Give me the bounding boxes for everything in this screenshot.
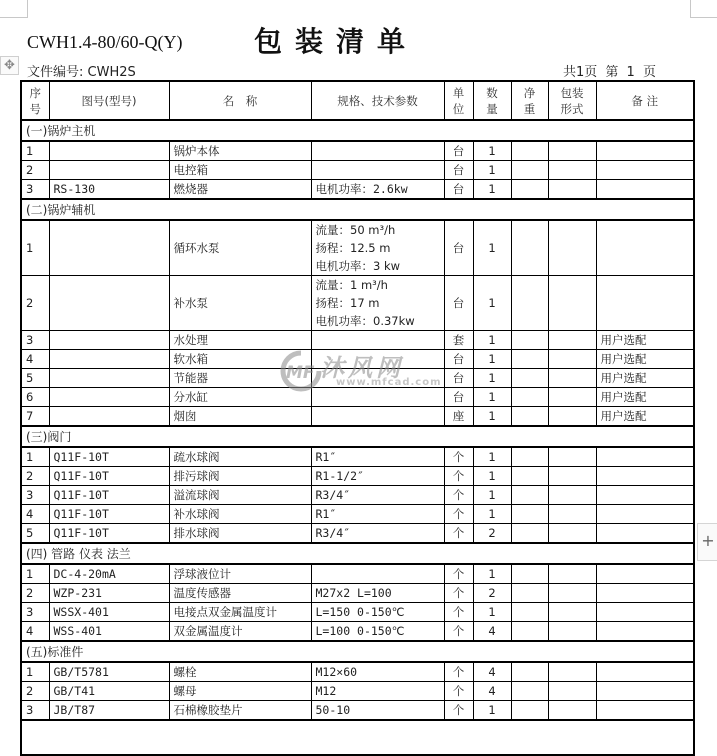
cell-unit[interactable]: 台: [444, 180, 473, 200]
cell-model[interactable]: Q11F-10T: [49, 505, 169, 524]
cell-unit[interactable]: 台: [444, 161, 473, 180]
cell-spec[interactable]: [311, 564, 444, 584]
cell-no[interactable]: 2: [21, 584, 49, 603]
cell-note[interactable]: [596, 180, 694, 200]
column-header-qty: 数 量: [473, 81, 511, 120]
cell-model[interactable]: Q11F-10T: [49, 447, 169, 467]
cell-spec[interactable]: L=100 0-150℃: [311, 622, 444, 642]
cell-weight[interactable]: [511, 564, 548, 584]
cell-unit[interactable]: 个: [444, 505, 473, 524]
table-row: [21, 276, 694, 331]
cell-qty[interactable]: 1: [473, 180, 511, 200]
section-title: (五)标准件: [21, 641, 694, 662]
cell-note[interactable]: [596, 505, 694, 524]
cell-note[interactable]: [596, 276, 694, 331]
cell-weight[interactable]: [511, 388, 548, 407]
cell-unit[interactable]: 个: [444, 467, 473, 486]
spec-line: 扬程：17 m: [315, 296, 380, 310]
cell-no[interactable]: 4: [21, 505, 49, 524]
cell-spec[interactable]: [311, 369, 444, 388]
cell-unit[interactable]: 个: [444, 603, 473, 622]
cell-pack[interactable]: [548, 407, 596, 427]
cell-no[interactable]: 5: [21, 369, 49, 388]
table-row: [21, 161, 694, 180]
cell-weight[interactable]: [511, 220, 548, 276]
cell-name[interactable]: 螺母: [169, 682, 311, 701]
empty-tail-row: [21, 720, 694, 755]
cell-name[interactable]: 燃烧器: [169, 180, 311, 200]
cell-no[interactable]: 3: [21, 603, 49, 622]
cell-no[interactable]: 2: [21, 161, 49, 180]
cell-spec[interactable]: 电机功率：2.6kw: [311, 180, 444, 200]
cell-qty[interactable]: 1: [473, 220, 511, 276]
cell-note[interactable]: [596, 584, 694, 603]
cell-model[interactable]: [49, 161, 169, 180]
cell-name[interactable]: 石棉橡胶垫片: [169, 701, 311, 721]
cell-model[interactable]: [49, 369, 169, 388]
column-header-unit: 单 位: [444, 81, 473, 120]
cell-model[interactable]: GB/T41: [49, 682, 169, 701]
cell-name[interactable]: 补水球阀: [169, 505, 311, 524]
cell-no[interactable]: 4: [21, 622, 49, 642]
cell-name[interactable]: 溢流球阀: [169, 486, 311, 505]
table-row: [21, 447, 694, 467]
cell-name[interactable]: 螺栓: [169, 662, 311, 682]
cell-spec[interactable]: [311, 220, 444, 276]
cell-note[interactable]: [596, 220, 694, 276]
cell-pack[interactable]: [548, 486, 596, 505]
cell-note[interactable]: [596, 524, 694, 544]
document-title: 包装清单: [254, 25, 419, 58]
section-title: (三)阀门: [21, 426, 694, 447]
cell-name[interactable]: 双金属温度计: [169, 622, 311, 642]
cell-pack[interactable]: [548, 564, 596, 584]
table-row: [21, 220, 694, 276]
cell-pack[interactable]: [548, 505, 596, 524]
cell-weight[interactable]: [511, 331, 548, 350]
cell-note[interactable]: [596, 682, 694, 701]
watermark-url: www.mfcad.com: [336, 377, 442, 388]
cell-spec[interactable]: [311, 388, 444, 407]
cell-pack[interactable]: [548, 524, 596, 544]
cell-unit[interactable]: 台: [444, 276, 473, 331]
cell-weight[interactable]: [511, 682, 548, 701]
cell-model[interactable]: GB/T5781: [49, 662, 169, 682]
section-row: [21, 641, 694, 662]
column-header-model: 图号(型号): [49, 81, 169, 120]
cell-unit[interactable]: 台: [444, 388, 473, 407]
cell-no[interactable]: 2: [21, 682, 49, 701]
cell-unit[interactable]: 个: [444, 701, 473, 721]
cell-weight[interactable]: [511, 161, 548, 180]
spec-line: 扬程：12.5 m: [315, 241, 391, 255]
cell-pack[interactable]: [548, 276, 596, 331]
cell-note[interactable]: [596, 701, 694, 721]
cell-pack[interactable]: [548, 584, 596, 603]
cell-weight[interactable]: [511, 369, 548, 388]
cell-pack[interactable]: [548, 141, 596, 161]
cell-no[interactable]: 1: [21, 447, 49, 467]
cell-qty[interactable]: 1: [473, 447, 511, 467]
cell-spec[interactable]: R3/4″: [311, 524, 444, 544]
cell-pack[interactable]: [548, 622, 596, 642]
cell-pack[interactable]: [548, 467, 596, 486]
table-row: [21, 467, 694, 486]
cell-note[interactable]: [596, 161, 694, 180]
cell-name[interactable]: 排污球阀: [169, 467, 311, 486]
cell-spec[interactable]: [311, 141, 444, 161]
column-header-pack: 包装 形式: [548, 81, 596, 120]
cell-qty[interactable]: 4: [473, 662, 511, 682]
table-row: [21, 369, 694, 388]
cell-weight[interactable]: [511, 447, 548, 467]
cell-name[interactable]: 电接点双金属温度计: [169, 603, 311, 622]
cell-unit[interactable]: 个: [444, 622, 473, 642]
cell-model[interactable]: WSSX-401: [49, 603, 169, 622]
table-body: [21, 120, 694, 755]
cell-no[interactable]: 3: [21, 701, 49, 721]
cell-spec[interactable]: L=150 0-150℃: [311, 603, 444, 622]
cell-qty[interactable]: 1: [473, 486, 511, 505]
cell-note[interactable]: 用户选配: [596, 388, 694, 407]
page-info: 共1页 第 1 页: [563, 65, 656, 80]
cell-weight[interactable]: [511, 467, 548, 486]
cell-unit[interactable]: 个: [444, 486, 473, 505]
table-row: [21, 331, 694, 350]
column-header-no: 序 号: [21, 81, 49, 120]
page-corner-mark: [0, 0, 28, 18]
cell-weight[interactable]: [511, 524, 548, 544]
cell-model[interactable]: WSS-401: [49, 622, 169, 642]
cell-weight[interactable]: [511, 701, 548, 721]
section-row: [21, 543, 694, 564]
cell-no[interactable]: 1: [21, 220, 49, 276]
cell-qty[interactable]: 2: [473, 584, 511, 603]
cell-spec[interactable]: R3/4″: [311, 486, 444, 505]
cell-no[interactable]: 1: [21, 564, 49, 584]
spec-line: 流量：50 m³/h: [315, 223, 396, 237]
cell-spec[interactable]: [311, 161, 444, 180]
table-row: [21, 141, 694, 161]
cell-pack[interactable]: [548, 388, 596, 407]
cell-pack[interactable]: [548, 682, 596, 701]
cell-note[interactable]: [596, 467, 694, 486]
cell-spec[interactable]: R1-1/2″: [311, 467, 444, 486]
cell-name[interactable]: 浮球液位计: [169, 564, 311, 584]
spec-line: 电机功率：0.37kw: [315, 314, 415, 328]
cell-note[interactable]: 用户选配: [596, 331, 694, 350]
cell-note[interactable]: 用户选配: [596, 350, 694, 369]
cell-qty[interactable]: 1: [473, 467, 511, 486]
cell-pack[interactable]: [548, 447, 596, 467]
spec-line: 流量：1 m³/h: [315, 278, 388, 292]
cell-weight[interactable]: [511, 622, 548, 642]
file-number: 文件编号: CWH2S: [27, 65, 136, 80]
cell-pack[interactable]: [548, 220, 596, 276]
cell-note[interactable]: [596, 662, 694, 682]
cell-unit[interactable]: 台: [444, 369, 473, 388]
cell-unit[interactable]: 台: [444, 220, 473, 276]
table-row: [21, 524, 694, 544]
cell-pack[interactable]: [548, 603, 596, 622]
cell-unit[interactable]: 个: [444, 564, 473, 584]
cell-model[interactable]: [49, 407, 169, 427]
cell-spec[interactable]: [311, 407, 444, 427]
cell-weight[interactable]: [511, 505, 548, 524]
cell-name[interactable]: 温度传感器: [169, 584, 311, 603]
watermark-text: 沐风网: [320, 354, 404, 382]
column-header-spec: 规格、技术参数: [311, 81, 444, 120]
cell-model[interactable]: Q11F-10T: [49, 467, 169, 486]
cell-name[interactable]: 锅炉本体: [169, 141, 311, 161]
cell-model[interactable]: JB/T87: [49, 701, 169, 721]
cell-pack[interactable]: [548, 662, 596, 682]
table-row: [21, 407, 694, 427]
cell-qty[interactable]: 1: [473, 350, 511, 369]
cell-weight[interactable]: [511, 350, 548, 369]
section-title: (一)锅炉主机: [21, 120, 694, 141]
cell-name[interactable]: 水处理: [169, 331, 311, 350]
cell-unit[interactable]: 个: [444, 447, 473, 467]
table-row: [21, 584, 694, 603]
cell-pack[interactable]: [548, 701, 596, 721]
cell-unit[interactable]: 套: [444, 331, 473, 350]
cell-spec[interactable]: [311, 331, 444, 350]
cell-name[interactable]: 分水缸: [169, 388, 311, 407]
table-row: [21, 180, 694, 200]
cell-qty[interactable]: 1: [473, 701, 511, 721]
cell-note[interactable]: [596, 486, 694, 505]
column-header-note: 备 注: [596, 81, 694, 120]
cell-pack[interactable]: [548, 331, 596, 350]
cell-pack[interactable]: [548, 350, 596, 369]
cell-name[interactable]: 烟囱: [169, 407, 311, 427]
cell-qty[interactable]: 1: [473, 603, 511, 622]
cell-unit[interactable]: 个: [444, 662, 473, 682]
cell-weight[interactable]: [511, 180, 548, 200]
cell-weight[interactable]: [511, 584, 548, 603]
cell-no[interactable]: 7: [21, 407, 49, 427]
model-code: CWH1.4-80/60-Q(Y): [27, 32, 183, 52]
empty-cell[interactable]: [21, 720, 694, 755]
cell-note[interactable]: 用户选配: [596, 369, 694, 388]
cell-model[interactable]: Q11F-10T: [49, 486, 169, 505]
cell-name[interactable]: 排水球阀: [169, 524, 311, 544]
table-row: [21, 701, 694, 721]
cell-pack[interactable]: [548, 161, 596, 180]
cell-no[interactable]: 5: [21, 524, 49, 544]
section-row: [21, 426, 694, 447]
cell-qty[interactable]: 1: [473, 388, 511, 407]
cell-unit[interactable]: 台: [444, 350, 473, 369]
cell-spec[interactable]: R1″: [311, 505, 444, 524]
section-title: (二)锅炉辅机: [21, 199, 694, 220]
cell-no[interactable]: 1: [21, 141, 49, 161]
cell-spec[interactable]: [311, 350, 444, 369]
cell-weight[interactable]: [511, 486, 548, 505]
cell-name[interactable]: 补水泵: [169, 276, 311, 331]
cell-qty[interactable]: 1: [473, 505, 511, 524]
cell-qty[interactable]: 4: [473, 682, 511, 701]
cell-model[interactable]: [49, 141, 169, 161]
table-row: [21, 682, 694, 701]
cell-model[interactable]: Q11F-10T: [49, 524, 169, 544]
cell-weight[interactable]: [511, 407, 548, 427]
table-move-handle-icon[interactable]: ✥: [0, 56, 19, 75]
table-row: [21, 505, 694, 524]
cell-note[interactable]: [596, 564, 694, 584]
cell-qty[interactable]: 1: [473, 276, 511, 331]
cell-unit[interactable]: 座: [444, 407, 473, 427]
cell-no[interactable]: 6: [21, 388, 49, 407]
cell-qty[interactable]: 1: [473, 369, 511, 388]
cell-name[interactable]: 循环水泵: [169, 220, 311, 276]
cell-no[interactable]: 3: [21, 331, 49, 350]
cell-no[interactable]: 1: [21, 662, 49, 682]
cell-pack[interactable]: [548, 369, 596, 388]
table-row: [21, 622, 694, 642]
cell-model[interactable]: [49, 276, 169, 331]
column-header-weight: 净 重: [511, 81, 548, 120]
table-row: [21, 564, 694, 584]
cell-qty[interactable]: 1: [473, 407, 511, 427]
cell-note[interactable]: 用户选配: [596, 407, 694, 427]
cell-name[interactable]: 电控箱: [169, 161, 311, 180]
cell-model[interactable]: [49, 350, 169, 369]
cell-spec[interactable]: [311, 276, 444, 331]
section-row: [21, 120, 694, 141]
cell-pack[interactable]: [548, 180, 596, 200]
cell-qty[interactable]: 1: [473, 564, 511, 584]
cell-note[interactable]: [596, 622, 694, 642]
cell-spec[interactable]: M12: [311, 682, 444, 701]
cell-note[interactable]: [596, 141, 694, 161]
cell-no[interactable]: 4: [21, 350, 49, 369]
cell-unit[interactable]: 台: [444, 141, 473, 161]
cell-qty[interactable]: 1: [473, 161, 511, 180]
cell-qty[interactable]: 4: [473, 622, 511, 642]
table-row: [21, 486, 694, 505]
section-row: [21, 199, 694, 220]
spec-line: 电机功率：3 kw: [315, 259, 401, 273]
cell-no[interactable]: 2: [21, 467, 49, 486]
cell-name[interactable]: 疏水球阀: [169, 447, 311, 467]
cell-spec[interactable]: 50-10: [311, 701, 444, 721]
table-row: [21, 350, 694, 369]
packing-list-table: [20, 80, 695, 756]
table-row: [21, 388, 694, 407]
section-title: (四) 管路 仪表 法兰: [21, 543, 694, 564]
cell-spec[interactable]: M27x2 L=100: [311, 584, 444, 603]
cell-model[interactable]: [49, 388, 169, 407]
cell-no[interactable]: 2: [21, 276, 49, 331]
column-header-name: 名 称: [169, 81, 311, 120]
cell-spec[interactable]: R1″: [311, 447, 444, 467]
cell-note[interactable]: [596, 447, 694, 467]
cell-unit[interactable]: 个: [444, 584, 473, 603]
cell-qty[interactable]: 1: [473, 331, 511, 350]
table-row: [21, 603, 694, 622]
cell-model[interactable]: DC-4-20mA: [49, 564, 169, 584]
cell-no[interactable]: 3: [21, 180, 49, 200]
cell-unit[interactable]: 个: [444, 682, 473, 701]
cell-no[interactable]: 3: [21, 486, 49, 505]
cell-model[interactable]: [49, 331, 169, 350]
cell-qty[interactable]: 1: [473, 141, 511, 161]
cell-weight[interactable]: [511, 141, 548, 161]
page-corner-mark: [690, 0, 717, 18]
cell-name[interactable]: 节能器: [169, 369, 311, 388]
cell-model[interactable]: WZP-231: [49, 584, 169, 603]
cell-spec[interactable]: M12×60: [311, 662, 444, 682]
add-row-button[interactable]: +: [697, 523, 717, 561]
svg-text:MF: MF: [286, 363, 315, 383]
cell-model[interactable]: RS-130: [49, 180, 169, 200]
cell-qty[interactable]: 2: [473, 524, 511, 544]
table-header-row: [21, 81, 694, 120]
cell-model[interactable]: [49, 220, 169, 276]
cell-unit[interactable]: 个: [444, 524, 473, 544]
cell-name[interactable]: 软水箱: [169, 350, 311, 369]
cell-weight[interactable]: [511, 662, 548, 682]
cell-weight[interactable]: [511, 603, 548, 622]
cell-note[interactable]: [596, 603, 694, 622]
table-row: [21, 662, 694, 682]
cell-weight[interactable]: [511, 276, 548, 331]
